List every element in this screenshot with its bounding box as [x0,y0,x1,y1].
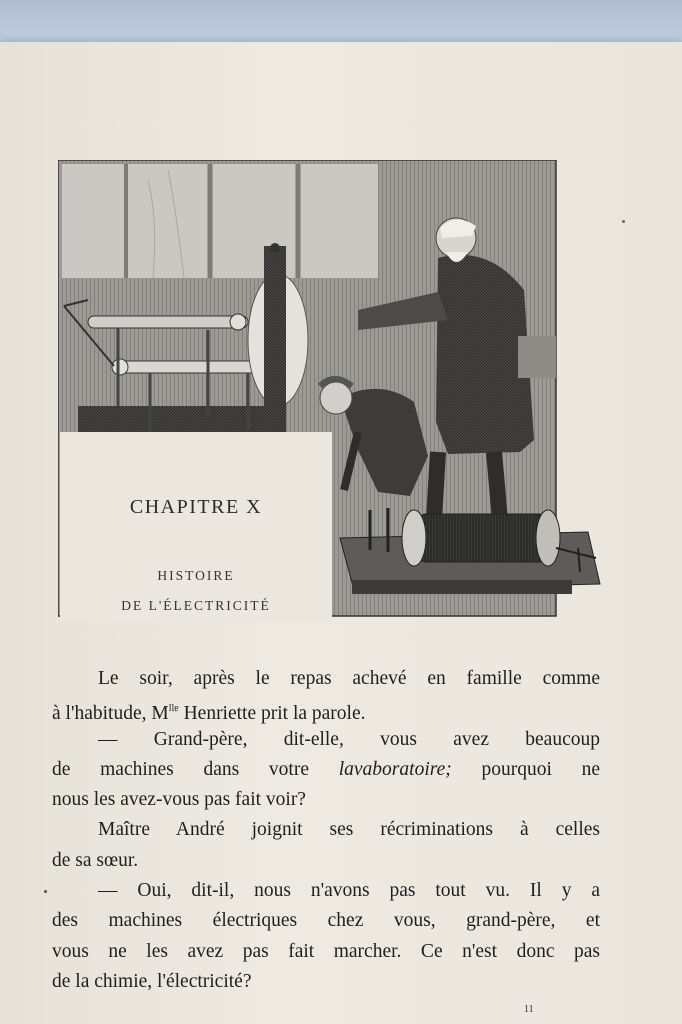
text-line: — Grand-père, dit-elle, vous avez beaucoup [98,728,600,750]
text-line: Le soir, après le repas achevé en famille comme [98,668,600,689]
text-line [52,694,600,724]
text-line: — Oui, dit-il, nous n'avons pas tout vu. Il y a [98,880,600,902]
paper-spot [44,890,47,893]
abbreviation-superscript: lle [168,703,179,715]
paper-spot [622,220,625,223]
chapter-title: CHAPITRE X [129,496,263,518]
text-line: de la chimie, l'électricité? [52,970,252,992]
italic-word: lavaboratoire; [338,758,452,780]
text-line: Maître André joignit ses récriminations à celles [98,819,600,841]
chapter-heading-block [60,432,332,622]
text-line: nous les avez-vous pas fait voir? [52,789,306,811]
text-segment: pourquoi ne [451,758,600,780]
text-line: des machines électriques chez vous, grand-père, et [52,910,600,932]
text-segment: Henriette prit la parole. [178,703,366,725]
text-segment: à l'habitude, M [52,703,169,725]
text-segment: de machines dans votre [52,758,339,780]
text-line: vous ne les avez pas fait marcher. Ce n'est donc pas [52,940,600,962]
text-line [52,755,600,785]
chapter-subtitle-line-2: DE L'ÉLECTRICITÉ [121,598,271,613]
text-line: de sa sœur. [52,849,139,871]
body-text [52,664,600,997]
chapter-subtitle-line-1: HISTOIRE [157,568,235,583]
page-folio: 11 [524,1004,534,1015]
